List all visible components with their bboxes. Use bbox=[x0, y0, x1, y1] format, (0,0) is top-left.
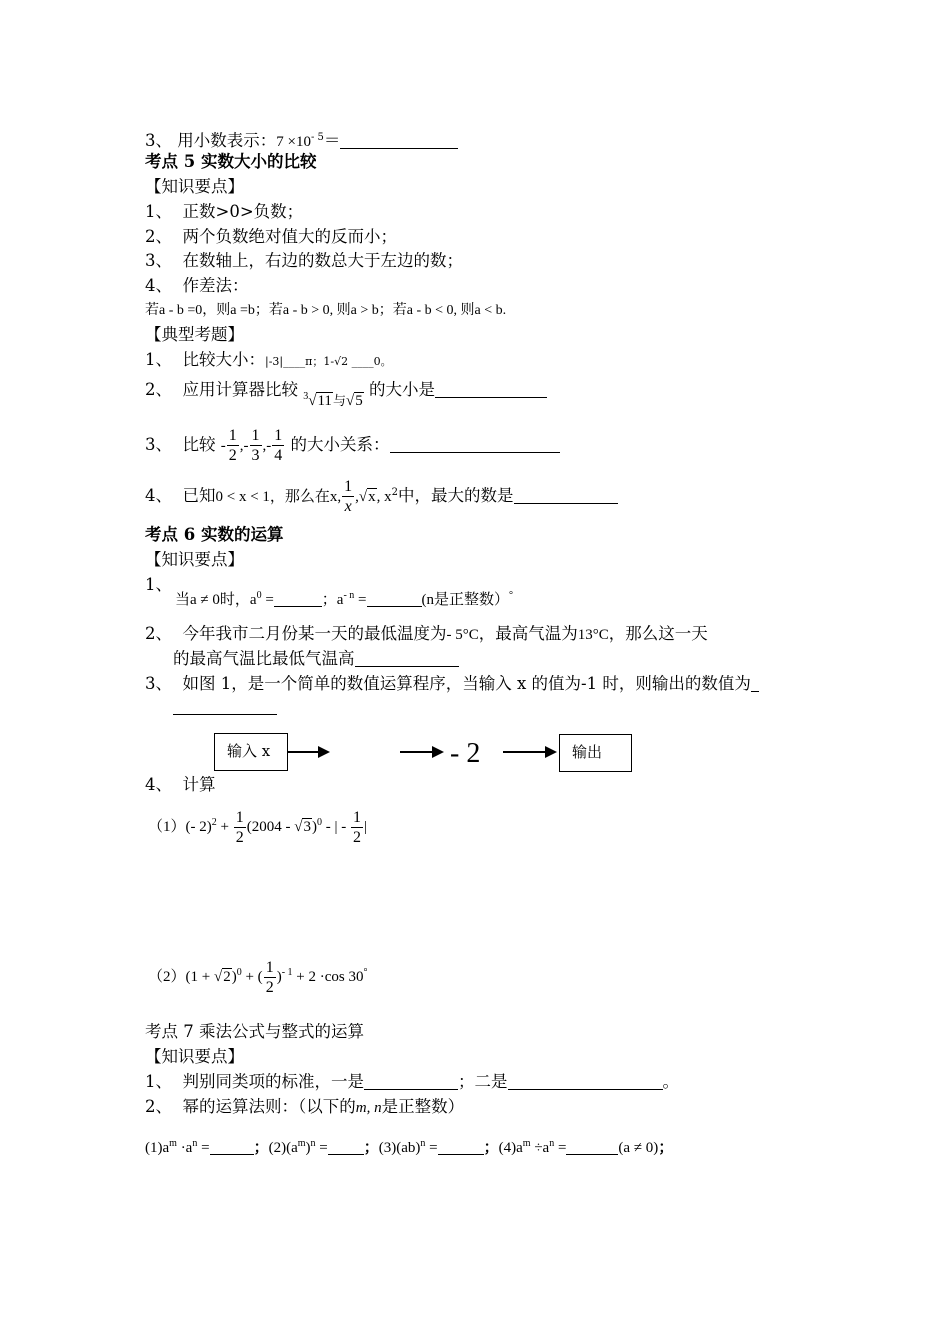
answer-blank[interactable] bbox=[328, 1139, 364, 1155]
line-exercise-3: 3、 用小数表示：$7 \times 10^{- 5}=$ bbox=[145, 128, 458, 152]
answer-blank[interactable] bbox=[514, 488, 618, 504]
knowledge-points-label: 【知识要点】 bbox=[145, 177, 244, 196]
point-6-1: 1、 bbox=[145, 575, 172, 594]
answer-blank[interactable] bbox=[364, 1074, 458, 1090]
answer-blank[interactable] bbox=[340, 133, 458, 149]
difference-method-formula: 若a - b =0，则a =b；若a - b > 0, 则a > b；若a - b < 0, 则a < b. bbox=[145, 303, 507, 318]
point-3: 3、 在数轴上，右边的数总大于左边的数； bbox=[145, 251, 463, 270]
answer-blank[interactable] bbox=[355, 651, 459, 667]
zero-negative-exponent-rule: 当a ≠ 0时，$a^0$ = ；$a^{- n} = (n$是正整数）° bbox=[175, 590, 514, 608]
question-6-2: 2、 今年我市二月份某一天的最低温度为- 5°C，最高气温为13°C，那么这一天 bbox=[145, 624, 708, 643]
question-1: 1、 比较大小：|-3|____π；1-√2 ____0。 bbox=[145, 350, 392, 369]
flow-arrow-1 bbox=[288, 751, 328, 753]
answer-blank[interactable] bbox=[435, 382, 547, 398]
question-6-3-blank bbox=[173, 697, 277, 717]
flow-arrow-3 bbox=[503, 751, 555, 753]
answer-blank[interactable] bbox=[438, 1139, 484, 1155]
power-rules: $(1)a^m \cdot a^n$ = ；$(2)(a^m)^n$ = ；(3)(ab)$^n$ = ；$(4)a^m \div a^n = (a \ne 0)$； bbox=[145, 1138, 674, 1156]
answer-blank[interactable] bbox=[173, 699, 277, 715]
point-1: 1、 正数>0>负数； bbox=[145, 202, 304, 221]
section-heading-5: 考点 5 实数大小的比较 bbox=[145, 152, 317, 171]
calc-problem-1: （1）(- 2)$^2$ + $\frac{1}{2}$ (2004 - √3)$^0$ - | - $\frac{1}{2}$ | bbox=[148, 809, 367, 846]
point-2: 2、 两个负数绝对值大的反而小； bbox=[145, 227, 397, 246]
flow-arrow-2 bbox=[400, 751, 442, 753]
calc-problem-2: $(2)(1 + √2)^0$ + ( $\frac{1}{2}$ )$^{- 1}$ + 2 ·cos 30° bbox=[148, 959, 368, 996]
answer-blank[interactable] bbox=[367, 591, 422, 607]
flow-output-box: 输出 bbox=[559, 734, 632, 772]
flow-operation: - 2 bbox=[450, 738, 481, 769]
point-7-2: 2、 幂的运算法则：（以下的m, n是正整数） bbox=[145, 1097, 465, 1116]
question-6-2-cont: 的最高气温比最低气温高 bbox=[173, 649, 459, 669]
question-6-3: 3、 如图 1，是一个简单的数值运算程序，当输入 x 的值为-1 时，则输出的数值为 bbox=[145, 674, 759, 694]
answer-blank[interactable] bbox=[210, 1139, 254, 1155]
question-4: 4、 已知0 < x < 1，那么在x, $\frac{1}{x}$ ,√x, $x^2$中，最大的数是 bbox=[145, 477, 618, 516]
answer-blank[interactable] bbox=[274, 591, 322, 607]
point-4: 4、 作差法： bbox=[145, 276, 249, 295]
section-heading-7: 考点 7 乘法公式与整式的运算 bbox=[145, 1022, 364, 1041]
knowledge-points-label-3: 【知识要点】 bbox=[145, 1047, 244, 1066]
question-6-4: 4、 计算 bbox=[145, 775, 216, 794]
point-7-1: 1、 判别同类项的标准，一是 ；二是 。 bbox=[145, 1072, 679, 1091]
question-3: 3、 比较 - $\frac{1}{2}$ ,- $\frac{1}{3}$ ,- $\frac{1}{4}$ 的大小关系： bbox=[145, 426, 560, 465]
section-heading-6: 考点 6 实数的运算 bbox=[145, 525, 284, 544]
question-2: 2、 应用计算器比较 $^3$√11与√5 的大小是 bbox=[145, 377, 547, 401]
typical-questions-label: 【典型考题】 bbox=[145, 325, 244, 344]
answer-blank[interactable] bbox=[566, 1139, 618, 1155]
flow-input-box: 输入 x bbox=[214, 733, 288, 771]
answer-blank[interactable] bbox=[390, 437, 560, 453]
answer-blank[interactable] bbox=[508, 1074, 663, 1090]
knowledge-points-label-2: 【知识要点】 bbox=[145, 550, 244, 569]
